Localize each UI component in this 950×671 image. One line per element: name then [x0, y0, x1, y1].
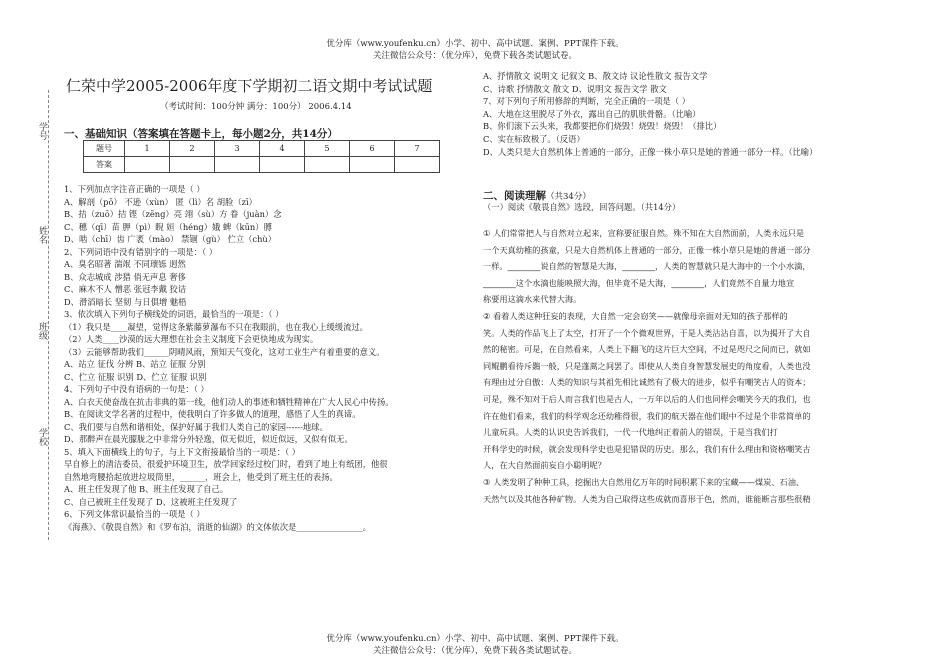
question-line: A、大地在这里脱尽了外衣，露出自己的肌肤骨骼。（比喻）: [483, 108, 701, 119]
passage-line: 称要用这滴水来代替大海。: [483, 294, 582, 305]
question-line: A、白衣天使奋战在抗击非典的第一线，他们动人的事迹和牺牲精神在广大人民心中传扬。: [64, 396, 394, 407]
answer-table-cell: 5: [305, 141, 350, 157]
answer-table-answer-row: [84, 157, 440, 173]
passage-line: 然的秘密。可是，在自然看来，人类上下翻飞的这片巨大空间，不过是咫尺之间而已，就如: [483, 344, 811, 355]
question-line: 6、下列文体常识最恰当的一项是（ ）: [64, 509, 205, 519]
side-label-name: 姓名: [37, 226, 47, 244]
question-line: C、诗歌 抒情散文 散文 D、说明文 报告文学 散文: [483, 83, 667, 94]
question-line: A、抒情散文 说明文 记叙文 B、散文诗 议论性散文 报告文学: [483, 71, 708, 81]
passage-line: 同鲲鹏看待斥鷃一般，只是蓬蒿之间罢了。即使从人类自身智慧发展史的角度看，人类也没: [483, 360, 811, 371]
reading-passage: [483, 225, 811, 507]
left-questions: [64, 183, 484, 533]
question-line: 《海燕》、《敬畏自然》和《罗布泊，消逝的仙湖》的文体依次是________________。: [64, 521, 371, 532]
question-line: D、人类只是大自然机体上普通的一部分，正像一株小草只是她的普通一部分一样。（比喻）: [483, 146, 818, 157]
question-line: 4、下列句子中没有语病的一句是：（ ）: [64, 384, 209, 394]
passage-line: 天然气以及其他各种矿物。人类为自己取得这些成就而喜形于色，然而，谁能断言那些很精: [483, 493, 811, 504]
question-line: B、众志城成 涉猎 俏无声息 奢侈: [64, 271, 186, 282]
question-line: D、那醉声在晨光朦胧之中非常分外轻逸，似无似近，似近似远，又似有似无。: [64, 434, 353, 444]
question-line: C、自己被班主任发现了 D、这被班主任发现了: [64, 496, 238, 507]
page-header-line-2: 关注微信公众号：（优分库），免费下载各类试题试卷。: [372, 51, 577, 61]
answer-blank-2[interactable]: [170, 157, 215, 173]
exam-title: 仁荣中学2005-2006年度下学期初二语文期中考试试题: [66, 77, 433, 95]
question-line: （1）我只是____凝望，觉得这条紫藤萝瀑布不只在我眼前，也在我心上缓缓流过。: [64, 321, 368, 332]
question-line: 7、对下列句子所用修辞的判断，完全正确的一项是（ ）: [483, 96, 691, 107]
question-line: 2、下列词语中没有错别字的一项是：（ ）: [64, 246, 218, 257]
passage-line: ② 看着人类这种狂妄的表现，大自然一定会窃笑——就像母亲面对无知的孩子那样的: [483, 310, 788, 321]
answer-blank-3[interactable]: [215, 157, 260, 173]
page-footer-line-1: 优分库（www.youfenku.cn）小学、初中、高中试题、案例、PPT课件下载。: [326, 634, 624, 644]
side-label-school: 学校: [37, 428, 47, 446]
answer-table-cell: 答案: [84, 157, 125, 173]
question-line: C、穗（qī）苗 胛（pì）睨 姮（héng）娥 蜱（kūn）膊: [64, 221, 272, 232]
section-2-subheading: （一）阅读《敬畏自然》选段，回答问题。（共14分）: [483, 202, 681, 212]
question-line: D、啮（chī）齿 广袤（mào） 禁锢（gù） 伫立（chù）: [64, 234, 277, 244]
answer-blank-6[interactable]: [350, 157, 395, 173]
section-2-heading: 二、阅读理解: [483, 190, 546, 202]
passage-line: 开科学史的时候，就会发现科学史也是犯错误的历史。那么，我们有什么理由和资格嘲笑古: [483, 443, 811, 454]
question-line: B、拮（zuō）拮 铿（zēng）亮 翊（sù）方 眷（juàn）念: [64, 209, 282, 219]
question-line: C、麻木不人 憎恶 张冠李戴 狡诘: [64, 284, 187, 294]
exam-info: （考试时间：100分钟 满分：100分） 2006.4.14: [160, 102, 352, 112]
answer-sheet-table: [83, 140, 440, 173]
passage-line: ③ 人类发明了种种工具，挖掘出大自然用亿万年的时间积累下来的宝藏——煤炭、石油、: [483, 476, 805, 487]
question-line: A、站立 征伐 分辨 B、站立 征服 分别: [64, 359, 206, 369]
passage-line: 人，在大自然面前妄自小聪明呢？: [483, 460, 606, 471]
passage-line: 有理由过分自傲：人类的知识与其祖先相比诚然有了极大的进步，似乎有嘲笑古人的资本；: [483, 377, 811, 388]
answer-table-cell: 4: [260, 141, 305, 157]
question-line: B、你们滚下云头来，我都要把你们烧毁！烧毁！烧毁！（排比）: [483, 121, 722, 132]
passage-line: 许在他们看来，我们的科学观念还幼稚得很，我们的航天器在他们眼中不过是个非常简单的: [483, 410, 811, 421]
answer-table-cell: 题号: [84, 141, 125, 157]
question-line: 早自修上的清洁委员，很爱护环境卫生，放学回家经过校门时，看到了地上有纸团，他很: [64, 459, 388, 469]
question-line: （2）人类____沙漠的远大理想在社会主义制度下会更快地成为现实。: [64, 334, 319, 344]
right-top-questions: [483, 70, 817, 158]
passage-line: 可是，殊不知对于后人而言我们也是古人，一万年以后的人们也同样会嘲笑今天的我们，也: [483, 393, 811, 404]
answer-table-header-row: [84, 141, 440, 157]
passage-line: ________这个水滴也能映照大海，但毕竟不是大海，________，人们竟然不自量力地宣: [483, 277, 795, 288]
passage-line: ① 人们常常把人与自然对立起来，宣称要征服自然。殊不知在大自然面前，人类永远只是: [483, 228, 805, 238]
answer-blank-7[interactable]: [395, 157, 440, 173]
question-line: 自然地弯腰拾起放进垃圾筒里，______，班会上，他受到了班主任的表扬。: [64, 471, 338, 482]
question-line: 1、下列加点字注音正确的一项是（ ）: [64, 184, 205, 194]
passage-line: 一样。________说自然的智慧是大海，________，人类的智慧就只是大海中的一个小水滴，: [483, 261, 811, 272]
question-line: A、臭名昭著 湍䇇 不同瓌铄 迥然: [64, 259, 186, 269]
binding-margin-line: [48, 90, 49, 540]
page-header-line-1: 优分库（www.youfenku.cn）小学、初中、高中试题、案例、PPT课件下载。: [326, 39, 624, 49]
question-line: C、实在标致极了。（反语）: [483, 133, 585, 144]
side-label-class: 班级: [37, 322, 47, 340]
answer-table-cell: 6: [350, 141, 395, 157]
side-label-student-id: 学号: [37, 122, 47, 140]
passage-line: 笑。人类的作品飞上了太空，打开了一个个微观世界，于是人类沾沾自喜，以为揭开了大自: [483, 327, 811, 338]
answer-table-cell: 1: [125, 141, 170, 157]
question-line: 3、依次填入下列句子横线处的词语，最恰当的一项是：（ ）: [64, 309, 284, 319]
passage-line: 儿童玩具。人类的认识史告诉我们，一代一代地纠正着前人的错误，于是当我们打: [483, 427, 778, 438]
question-line: 5、填入下面横线上的句子，与上下文衔接最恰当的一项是：（ ）: [64, 446, 301, 457]
question-line: A、班主任发现了他 B、班主任发现了自己。: [64, 484, 229, 494]
question-line: C、我们要与自然和谐相处，保护好属于我们人类自己的家园------地球。: [64, 421, 328, 432]
question-line: D、滑滔暗长 坚韧 与日俱增 魅梧: [64, 296, 187, 307]
page-footer-line-2: 关注微信公众号：（优分库），免费下载各类试题试卷。: [372, 646, 577, 656]
answer-table-cell: 2: [170, 141, 215, 157]
passage-line: 一个天真幼稚的孩童，只是大自然机体上普通的一部分，正像一株小草只是她的普通一部分: [483, 244, 811, 255]
answer-blank-5[interactable]: [305, 157, 350, 173]
answer-blank-4[interactable]: [260, 157, 305, 173]
question-line: （3）云能够帮助我们______阴晴风雨，预知天气变化，这对工业生产有着重要的意义。: [64, 346, 385, 357]
answer-table-cell: 7: [395, 141, 440, 157]
answer-blank-1[interactable]: [125, 157, 170, 173]
question-line: B、在阅读文学名著的过程中，使我明白了许多做人的道理，感悟了人生的真谛。: [64, 409, 361, 419]
question-line: C、伫立 征服 识别 D、伫立 征服 识别: [64, 371, 207, 382]
answer-table-cell: 3: [215, 141, 260, 157]
question-line: A、解剖（pō） 不逊（xùn） 匿（lì）名 胡脸（zī）: [64, 196, 257, 207]
section-1-heading: 一、基础知识（答案填在答题卡上，每小题2分，共14分）: [64, 128, 338, 140]
section-2-points: （共34分）: [546, 192, 591, 202]
